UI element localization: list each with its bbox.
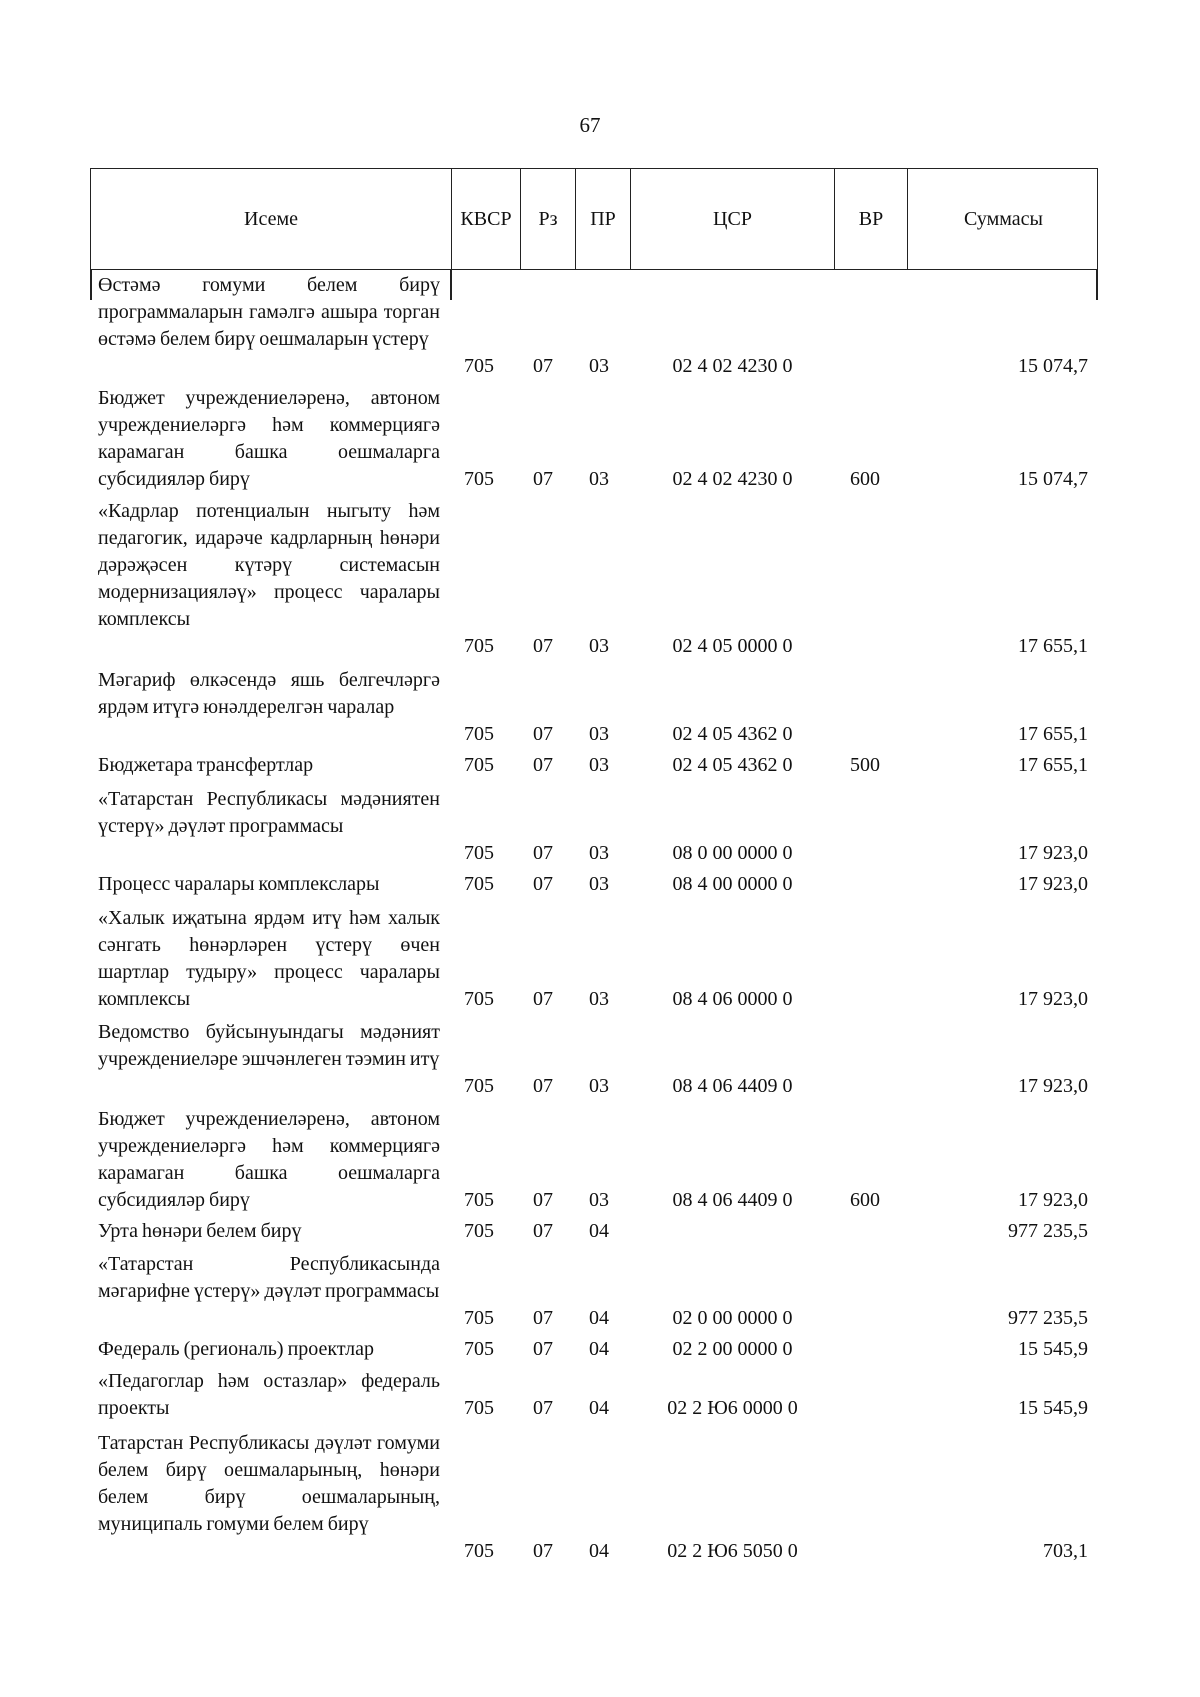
row-kvsr: 705 (464, 754, 494, 776)
row-pr: 04 (589, 1220, 609, 1242)
column-header-pr: ПР (575, 169, 630, 269)
column-header-vr: ВР (834, 169, 907, 269)
row-sum: 17 923,0 (1018, 842, 1088, 864)
row-kvsr: 705 (464, 355, 494, 377)
row-kvsr: 705 (464, 1220, 494, 1242)
row-kvsr: 705 (464, 723, 494, 745)
row-sum: 17 655,1 (1018, 635, 1088, 657)
row-kvsr: 705 (464, 1540, 494, 1562)
row-rz: 07 (533, 873, 553, 895)
row-pr: 03 (589, 754, 609, 776)
table-row (0, 385, 1200, 493)
row-kvsr: 705 (464, 1397, 494, 1419)
row-sum: 17 923,0 (1018, 1075, 1088, 1097)
row-sum: 17 923,0 (1018, 988, 1088, 1010)
row-csr: 08 4 06 0000 0 (672, 988, 793, 1010)
column-header-kvsr: КВСР (451, 169, 520, 269)
table-row (0, 871, 1200, 898)
table-row (0, 1106, 1200, 1214)
row-name: Ведомство буйсынуындагы мәдәният учреждениеләре эшчәнлеген тәэмин итү (98, 1021, 440, 1070)
row-rz: 07 (533, 1220, 553, 1242)
row-pr: 04 (589, 1338, 609, 1360)
row-rz: 07 (533, 1540, 553, 1562)
row-vr: 500 (850, 754, 880, 776)
row-csr: 02 2 Ю6 0000 0 (667, 1397, 798, 1419)
row-sum: 15 545,9 (1018, 1397, 1088, 1419)
row-pr: 03 (589, 723, 609, 745)
row-sum: 17 655,1 (1018, 754, 1088, 776)
row-name: «Кадрлар потенциалын ныгыту һәм педагогик, идарәче кадрларның һөнәри дәрәҗәсен күтәрү системасын модернизацияләү» процесс чаралары комплексы (98, 500, 440, 630)
row-pr: 03 (589, 1075, 609, 1097)
row-sum: 977 235,5 (1008, 1220, 1088, 1242)
row-csr: 02 2 00 0000 0 (672, 1338, 793, 1360)
row-rz: 07 (533, 1189, 553, 1211)
table-row (0, 1336, 1200, 1363)
row-csr: 02 4 05 0000 0 (672, 635, 793, 657)
row-sum: 703,1 (1043, 1540, 1088, 1562)
row-kvsr: 705 (464, 468, 494, 490)
row-name: «Татарстан Республикасында мәгарифне үстерү» дәүләт программасы (98, 1253, 440, 1302)
row-rz: 07 (533, 988, 553, 1010)
row-name: Бюджет учреждениеләренә, автоном учреждениеләргә һәм коммерциягә карамаган башка оешмаларга субсидияләр бирү (98, 1108, 440, 1211)
row-csr: 08 4 06 4409 0 (672, 1189, 793, 1211)
row-pr: 04 (589, 1540, 609, 1562)
table-row (0, 1019, 1200, 1100)
row-vr: 600 (850, 1189, 880, 1211)
row-name: Урта һөнәри белем бирү (98, 1220, 302, 1242)
row-csr: 08 4 00 0000 0 (672, 873, 793, 895)
table-row (0, 1251, 1200, 1332)
row-pr: 03 (589, 842, 609, 864)
column-header-rz: Рз (520, 169, 575, 269)
row-rz: 07 (533, 842, 553, 864)
column-header-csr: ЦСР (630, 169, 834, 269)
row-pr: 03 (589, 468, 609, 490)
table-row (0, 786, 1200, 867)
row-name: «Педагоглар һәм остазлар» федераль проекты (98, 1370, 440, 1419)
column-header-sum: Суммасы (907, 169, 1099, 269)
row-name: Бюджетара трансфертлар (98, 754, 314, 776)
table-row (0, 752, 1200, 779)
row-csr: 02 2 Ю6 5050 0 (667, 1540, 798, 1562)
row-kvsr: 705 (464, 635, 494, 657)
row-sum: 977 235,5 (1008, 1307, 1088, 1329)
row-kvsr: 705 (464, 873, 494, 895)
row-kvsr: 705 (464, 1338, 494, 1360)
table-row (0, 1218, 1200, 1245)
row-rz: 07 (533, 1338, 553, 1360)
row-pr: 03 (589, 873, 609, 895)
table-row (0, 272, 1200, 380)
row-rz: 07 (533, 1397, 553, 1419)
table-row (0, 905, 1200, 1013)
row-sum: 17 923,0 (1018, 1189, 1088, 1211)
table-row (0, 498, 1200, 660)
row-rz: 07 (533, 355, 553, 377)
row-name: Федераль (региональ) проектлар (98, 1338, 374, 1360)
row-rz: 07 (533, 635, 553, 657)
row-name: «Татарстан Республикасы мәдәниятен үстерү» дәүләт программасы (98, 788, 440, 837)
row-csr: 08 4 06 4409 0 (672, 1075, 793, 1097)
row-rz: 07 (533, 723, 553, 745)
row-csr: 08 0 00 0000 0 (672, 842, 793, 864)
row-name: Процесс чаралары комплекслары (98, 873, 380, 895)
row-rz: 07 (533, 468, 553, 490)
row-kvsr: 705 (464, 1189, 494, 1211)
row-name: Өстәмә гомуми белем бирү программаларын гамәлгә ашыра торган өстәмә белем бирү оешмаларын үстерү (98, 274, 440, 350)
row-kvsr: 705 (464, 842, 494, 864)
row-csr: 02 4 02 4230 0 (672, 468, 793, 490)
table-row (0, 1430, 1200, 1565)
row-pr: 04 (589, 1397, 609, 1419)
row-pr: 04 (589, 1307, 609, 1329)
row-csr: 02 4 05 4362 0 (672, 723, 793, 745)
row-csr: 02 4 05 4362 0 (672, 754, 793, 776)
row-name: «Халык иҗатына ярдәм итү һәм халык сәнгать һөнәрләрен үстерү өчен шартлар тудыру» процесс чаралары комплексы (98, 907, 440, 1010)
table-row (0, 667, 1200, 748)
row-sum: 15 074,7 (1018, 355, 1088, 377)
row-name: Татарстан Республикасы дәүләт гомуми белем бирү оешмаларының, һөнәри белем бирү оешмаларының, муниципаль гомуми белем бирү (98, 1432, 440, 1535)
table-row (0, 1368, 1200, 1422)
row-vr: 600 (850, 468, 880, 490)
row-sum: 17 655,1 (1018, 723, 1088, 745)
row-kvsr: 705 (464, 988, 494, 1010)
row-name: Мәгариф өлкәсендә яшь белгечләргә ярдәм итүгә юнәлдерелгән чаралар (98, 669, 440, 718)
row-rz: 07 (533, 1075, 553, 1097)
page-number: 67 (579, 113, 601, 137)
column-header-name: Исеме (244, 207, 298, 230)
row-csr: 02 4 02 4230 0 (672, 355, 793, 377)
table-header (90, 168, 1098, 270)
row-pr: 03 (589, 355, 609, 377)
row-pr: 03 (589, 635, 609, 657)
row-sum: 17 923,0 (1018, 873, 1088, 895)
row-csr: 02 0 00 0000 0 (672, 1307, 793, 1329)
row-rz: 07 (533, 1307, 553, 1329)
row-sum: 15 074,7 (1018, 468, 1088, 490)
row-pr: 03 (589, 1189, 609, 1211)
row-name: Бюджет учреждениеләренә, автоном учреждениеләргә һәм коммерциягә карамаган башка оешмаларга субсидияләр бирү (98, 387, 440, 490)
row-rz: 07 (533, 754, 553, 776)
row-pr: 03 (589, 988, 609, 1010)
row-sum: 15 545,9 (1018, 1338, 1088, 1360)
row-kvsr: 705 (464, 1307, 494, 1329)
row-kvsr: 705 (464, 1075, 494, 1097)
